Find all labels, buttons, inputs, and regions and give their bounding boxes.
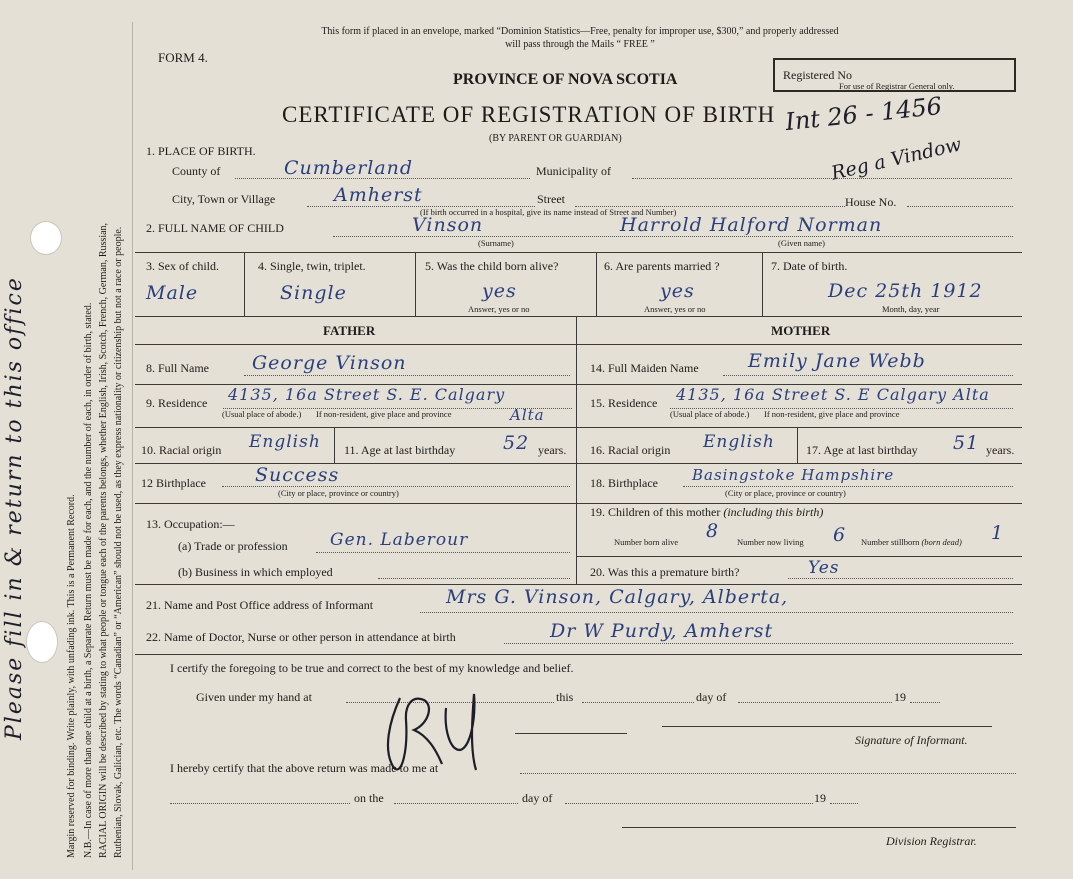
father-birthplace-value: Success [255, 464, 340, 486]
stillborn-value: 1 [991, 522, 1005, 544]
file-annotation: Int 26 - 1456 [783, 91, 944, 137]
stillborn-label-text: Number stillborn [861, 537, 920, 547]
children-label-text: 19. Children of this mother [590, 505, 721, 519]
this-line [582, 702, 694, 703]
hereby-line [520, 773, 1016, 774]
surname-caption: (Surname) [478, 238, 514, 248]
children-label-note: (including this birth) [723, 505, 824, 519]
certificate-subtitle: (BY PARENT OR GUARDIAN) [489, 133, 622, 144]
informant-value: Mrs G. Vinson, Calgary, Alberta, [446, 586, 789, 608]
hereby-line-2 [170, 803, 350, 804]
stillborn-label [861, 537, 962, 547]
married-value: yes [660, 280, 695, 302]
single-value: Single [280, 282, 347, 304]
premature-line [788, 578, 1013, 579]
sex-label: 3. Sex of child. [146, 259, 219, 273]
mother-racial-divider [797, 427, 798, 463]
occupation-label: 13. Occupation:— [146, 517, 235, 531]
registrar-note: Reg a Vindow [829, 133, 964, 185]
trade-line [316, 552, 570, 553]
informant-label: 21. Name and Post Office address of Informant [146, 598, 374, 612]
father-racial-label: 10. Racial origin [141, 443, 222, 457]
division-registrar-line [622, 827, 1016, 828]
business-label: (b) Business in which employed [178, 565, 333, 579]
father-birthplace-line [222, 486, 570, 487]
father-usual-abode-caption: (Usual place of abode.) [222, 409, 302, 419]
mother-row-rule-3 [576, 463, 1022, 464]
doctor-bottom-rule [135, 654, 1022, 655]
mother-name-line [723, 375, 1013, 376]
father-residence-value: 4135, 16a Street S. E. Calgary [228, 385, 506, 404]
mother-birthplace-label: 18. Birthplace [590, 476, 658, 490]
province-heading: PROVINCE OF NOVA SCOTIA [453, 71, 678, 88]
hospital-note: (If birth occurred in a hospital, give its name instead of Street and Number) [420, 207, 677, 217]
father-age-value: 52 [503, 432, 530, 454]
full-name-line [333, 236, 1013, 237]
father-residence-label: 9. Residence [146, 396, 208, 410]
parents-divider [576, 316, 577, 584]
municipality-label: Municipality of [536, 164, 611, 178]
surname-value: Vinson [412, 214, 484, 236]
county-value: Cumberland [284, 157, 414, 179]
margin-text-racial-2: Ruthenian, Slovak, Galician, etc. The words “Canadian” or “American” should not be used, as they express nationality or citizenship but not a race or people. [113, 226, 124, 858]
mother-racial-value: English [703, 432, 775, 452]
municipality-line [632, 178, 1012, 179]
date-of-birth-caption: Month, day, year [882, 304, 940, 314]
year-19-line-2 [830, 803, 858, 804]
born-alive-count-label: Number born alive [614, 537, 679, 547]
mother-row-rule-2 [576, 427, 1022, 428]
business-line [378, 578, 570, 579]
father-heading: FATHER [323, 323, 376, 338]
father-racial-divider [334, 427, 335, 463]
year-19-line [910, 702, 940, 703]
mother-name-label: 14. Full Maiden Name [590, 361, 699, 375]
col-divider-1 [244, 252, 245, 316]
year-19-label-2: 19 [814, 791, 826, 805]
mother-row-rule-5 [576, 556, 1022, 557]
signature-informant-caption: Signature of Informant. [855, 733, 968, 747]
trade-value: Gen. Laberour [330, 530, 469, 550]
given-name-caption: (Given name) [778, 238, 825, 248]
postal-notice-line-1: This form if placed in an envelope, marked “Dominion Statistics—Free, penalty for improper use, $300,” and properly addressed [321, 26, 839, 37]
punch-hole-top [30, 221, 62, 255]
father-birthplace-caption: (City or place, province or country) [278, 488, 399, 498]
father-row-rule-2 [135, 427, 576, 428]
sex-value: Male [146, 282, 199, 304]
father-racial-value: English [249, 432, 321, 452]
left-binding-edge [132, 22, 133, 870]
postal-notice-line-2: will pass through the Mails “ FREE ” [505, 39, 655, 50]
margin-text-nb: N.B.—In case of more than one child at a birth, a Separate Return must be made for each, and the number of each, in order of birth, stated. [83, 302, 94, 858]
born-alive-count-value: 8 [706, 520, 720, 542]
this-label: this [556, 690, 574, 704]
city-label: City, Town or Village [172, 192, 276, 206]
margin-text-racial-1: RACIAL ORIGIN will be described by stating to what people or tongue each of the parents belongs, whether English, Irish, Scotch, French, German, Russian, [98, 222, 109, 858]
registered-no-label: Registered No [783, 68, 852, 82]
margin-text-binding: Margin reserved for binding. Write plainly, with unfading ink. This is a Permanent Record. [66, 494, 77, 858]
punch-hole-bottom [26, 621, 58, 663]
mother-usual-abode-caption: (Usual place of abode.) [670, 409, 750, 419]
mother-age-value: 51 [953, 432, 980, 454]
registered-no-note: For use of Registrar General only. [839, 81, 955, 91]
born-alive-caption: Answer, yes or no [468, 304, 530, 314]
certify-statement: I certify the foregoing to be true and correct to the best of my knowledge and belief. [170, 661, 574, 675]
stillborn-label-note: (born dead) [921, 537, 962, 547]
mother-residence-value: 4135, 16a Street S. E Calgary Alta [676, 385, 990, 404]
trade-label: (a) Trade or profession [178, 539, 288, 553]
married-label: 6. Are parents married ? [604, 259, 720, 273]
county-label: County of [172, 164, 221, 178]
left-margin-handwritten-note: Please fill in & return to this office [2, 276, 27, 740]
on-the-line [394, 803, 518, 804]
father-name-line [244, 375, 570, 376]
premature-label: 20. Was this a premature birth? [590, 565, 740, 579]
given-name-value: Harrold Halford Norman [620, 214, 883, 236]
informant-line [420, 612, 1013, 613]
section-bottom-rule [135, 584, 1022, 585]
table-row-rule [135, 316, 1022, 317]
now-living-label: Number now living [737, 537, 804, 547]
born-alive-value: yes [482, 280, 517, 302]
single-label: 4. Single, twin, triplet. [258, 259, 366, 273]
place-of-birth-label: 1. PLACE OF BIRTH. [146, 144, 256, 158]
married-caption: Answer, yes or no [644, 304, 706, 314]
father-row-rule-4 [135, 503, 576, 504]
mother-heading: MOTHER [771, 323, 831, 338]
form-number: FORM 4. [158, 50, 208, 65]
day-of-label-2: day of [522, 791, 553, 805]
hereby-certify-label: I hereby certify that the above return was made to me at [170, 761, 439, 775]
doctor-value: Dr W Purdy, Amherst [550, 620, 774, 642]
col-divider-2 [415, 252, 416, 316]
mother-name-value: Emily Jane Webb [748, 350, 926, 372]
mother-years-label: years. [986, 443, 1015, 457]
father-age-label: 11. Age at last birthday [344, 443, 456, 457]
division-registrar-caption: Division Registrar. [886, 834, 977, 848]
born-alive-label: 5. Was the child born alive? [425, 259, 559, 273]
mother-birthplace-caption: (City or place, province or country) [725, 488, 846, 498]
date-of-birth-value: Dec 25th 1912 [828, 280, 983, 302]
mother-racial-label: 16. Racial origin [590, 443, 671, 457]
doctor-label: 22. Name of Doctor, Nurse or other person in attendance at birth [146, 630, 456, 644]
day-of-line-2 [565, 803, 813, 804]
mother-row-rule-4 [576, 503, 1022, 504]
father-residence-value-2: Alta [510, 406, 545, 424]
table-top-rule [135, 252, 1022, 253]
father-years-label: years. [538, 443, 567, 457]
father-row-rule-3 [135, 463, 576, 464]
father-name-value: George Vinson [252, 352, 407, 374]
col-divider-4 [762, 252, 763, 316]
children-label [590, 505, 823, 520]
father-name-label: 8. Full Name [146, 361, 209, 375]
mother-birthplace-value: Basingstoke Hampshire [692, 466, 895, 484]
father-birthplace-label: 12 Birthplace [141, 476, 206, 490]
house-no-label: House No. [845, 195, 897, 209]
date-of-birth-label: 7. Date of birth. [771, 259, 848, 273]
full-name-child-label: 2. FULL NAME OF CHILD [146, 221, 284, 235]
city-value: Amherst [334, 184, 423, 206]
mother-residence-label: 15. Residence [590, 396, 658, 410]
now-living-value: 6 [833, 524, 847, 546]
day-of-line [738, 702, 892, 703]
house-no-line [907, 206, 1013, 207]
mother-birthplace-line [683, 486, 1013, 487]
mother-nonresident-caption: If non-resident, give place and province [764, 409, 900, 419]
parents-heading-rule [135, 344, 1022, 345]
registered-no-box [773, 58, 1016, 92]
short-signature-line [515, 733, 627, 734]
year-19-label: 19 [894, 690, 906, 704]
street-label: Street [537, 192, 565, 206]
mother-age-label: 17. Age at last birthday [806, 443, 918, 457]
day-of-label: day of [696, 690, 727, 704]
father-nonresident-caption: If non-resident, give place and province [316, 409, 452, 419]
certificate-title: CERTIFICATE OF REGISTRATION OF BIRTH [282, 102, 776, 127]
premature-value: Yes [808, 558, 840, 578]
doctor-line [504, 643, 1013, 644]
on-the-label: on the [354, 791, 384, 805]
informant-signature-line [662, 726, 992, 727]
col-divider-3 [596, 252, 597, 316]
given-under-label: Given under my hand at [196, 690, 312, 704]
